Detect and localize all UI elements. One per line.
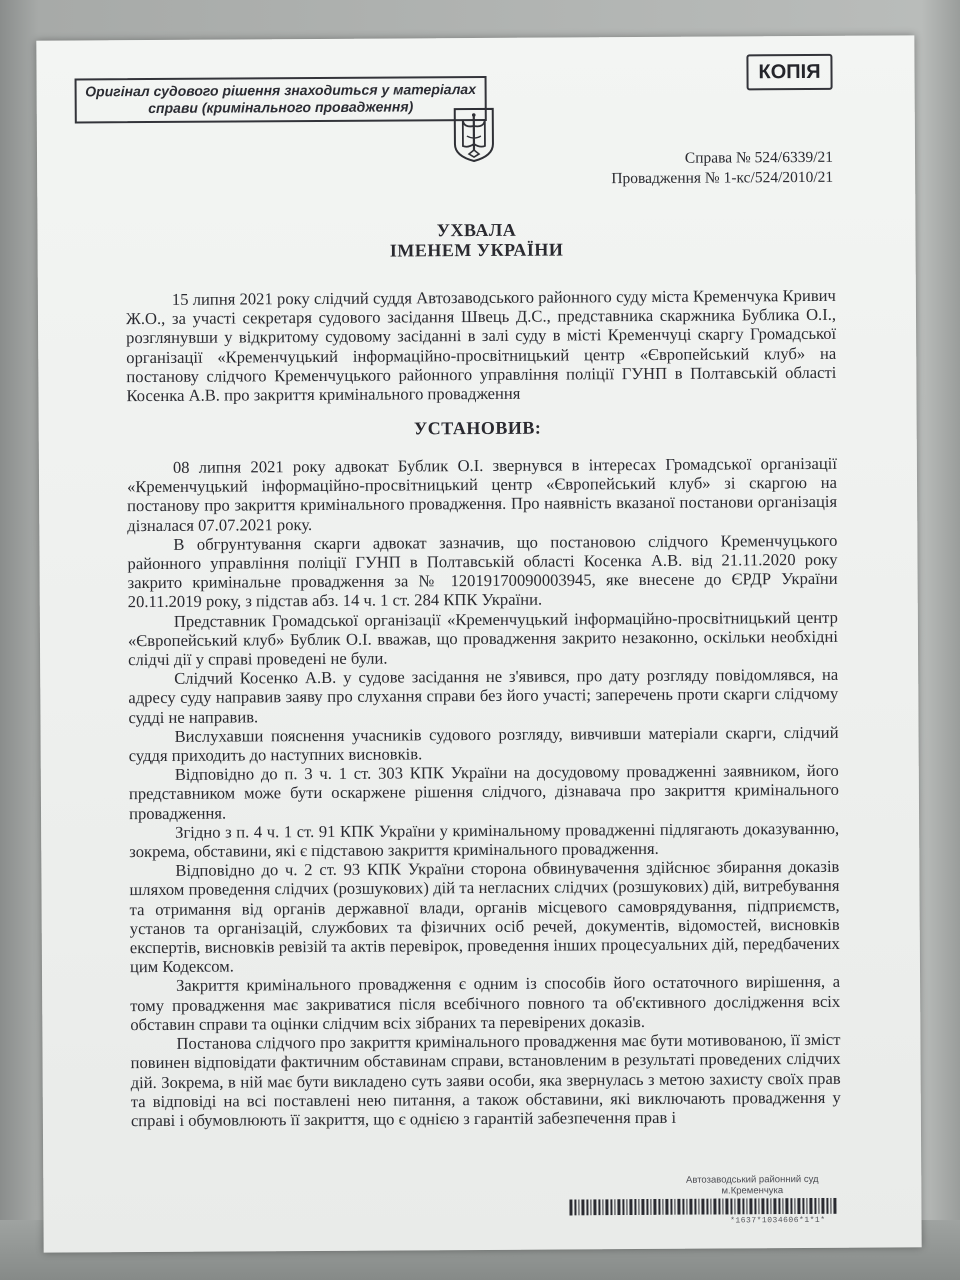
barcode-bar [734,1198,735,1214]
barcode-bar [742,1198,744,1214]
barcode-bar [578,1199,579,1215]
barcode-bar [713,1199,716,1215]
barcode-bar [634,1199,636,1215]
barcode-bar [818,1198,819,1214]
barcode-bar [653,1199,656,1215]
barcode-bar [809,1198,812,1214]
case-numbers [611,148,833,189]
body-paragraph: Відповідно до ч. 2 ст. 93 КПК України сторона обвинувачення здійснює збирання доказів шляхом проведення слідчих (розшукових) дій та негласних слідчих (розшукових) дій, витребування та отримання від органів державної влади, органів місцевого самоврядування, підприємств, установ та організацій, службових та фізичних осіб речей, документів, відомостей, висновків експертів, висновків ревізій та актів перевірок, проведення інших процесуальних дій, передбачених цим Кодексом. [129,857,840,977]
section-heading-established: УСТАНОВИВ: [413,417,542,439]
barcode-bar [806,1198,807,1214]
barcode-bar [605,1199,608,1215]
barcode-bar [830,1198,831,1214]
barcode-bar [754,1198,756,1214]
document-title: УХВАЛА [436,219,517,241]
barcode-bar [821,1198,824,1214]
original-location-stamp: Оригінал судового рішення знаходиться у матеріалах справи (кримінального провадження) [75,76,487,124]
court-stamp [667,1174,837,1197]
barcode-bar [722,1199,723,1215]
barcode-bar [770,1198,771,1214]
barcode-bar [614,1199,615,1215]
barcode-bar [746,1198,747,1214]
barcode-bar [737,1198,740,1214]
barcode-bar [593,1199,596,1215]
barcode-bar [833,1198,836,1214]
copy-stamp: КОПІЯ [746,54,832,91]
barcode [569,1198,837,1216]
intro-text: 15 липня 2021 року слідчий суддя Автозаводського районного суду міста Кременчука Кривич Ж.О., за участі секретаря судового засідання Швець Д.С., представника скаржника Бублика О.І., розглянувши у відкритому судовому засіданні в залі суду в місті Кременчуці скаргу Громадської організації «Кременчуцький інформаційно-просвітницький центр «Європейський клуб» на постанову слідчого Кременчуцького районного управління поліції ГУНП в Полтавській області Косенка А.В. про закриття кримінального провадження [125,285,837,406]
barcode-bar [778,1198,780,1214]
barcode-bar [790,1198,792,1214]
barcode-bar [706,1199,708,1215]
barcode-bar [638,1199,639,1215]
barcode-bar [761,1198,764,1214]
body-paragraph: Відповідно до п. 3 ч. 1 ст. 303 КПК України на досудовому провадженні заявником, його представником може бути оскаржене рішення слідчого, дізнавача про закриття кримінального провадження. [128,761,839,823]
barcode-number: *1637*1034606*1*1* [730,1215,826,1226]
barcode-bar [701,1199,704,1215]
barcode-bar [730,1198,732,1214]
barcode-bar [646,1199,648,1215]
barcode-bar [574,1199,576,1215]
barcode-bar [782,1198,783,1214]
barcode-bar [569,1199,572,1215]
body-paragraph: Вислухавши пояснення учасників судового розгляду, вивчивши матеріали скарги, слідчий суддя приходить до наступних висновків. [128,722,839,766]
barcode-bar [602,1199,603,1215]
barcode-bar [665,1199,668,1215]
barcode-bar [689,1199,692,1215]
barcode-bar [598,1199,600,1215]
body-paragraph: Постанова слідчого про закриття кримінального провадження має бути мотивованою, її зміст повинен відповідати фактичним обставинам справи, встановленим в результаті проведених слідчих дій. Зокрема, в ній має бути викладено суть заяви особи, яка звернулась з метою захисту своїх прав та відповіді на всі поставлені нею питання, а також обставини, які виключають провадження у справі і обумовлюють її закриття, що є однією з гарантій забезпечення прав і [130,1029,841,1131]
barcode-bar [650,1199,651,1215]
barcode-bar [610,1199,612,1215]
barcode-bar [617,1199,620,1215]
body-paragraph: Згідно з п. 4 ч. 1 ст. 91 КПК України у кримінальному провадженні підлягають доказуванню, зокрема, обставини, які є підставою закриття кримінального провадження. [129,818,840,862]
body-paragraph: 08 липня 2021 року адвокат Бублик О.І. звернувся в інтересах Громадської організації «Кременчуцький інформаційно-просвітницький центр «Європейський клуб» зі скаргою на постанову про закриття кримінального провадження. Про наявність вказаної постанови організація дізналася 07.07.2021 року. [126,453,838,535]
barcode-bar [725,1198,728,1214]
barcode-bar [677,1199,680,1215]
barcode-bar [826,1198,828,1214]
barcode-bar [581,1199,584,1215]
barcode-bar [670,1199,672,1215]
barcode-bar [586,1199,588,1215]
barcode-bar [710,1199,711,1215]
barcode-bar [590,1199,591,1215]
barcode-bar [802,1198,804,1214]
body-paragraph: Представник Громадської організації «Кременчуцький інформаційно-просвітницький центр «Європейський клуб» Бублик О.І. вважав, що провадження закрито незаконно, оскільки необхідні слідчі дії у справі проведені не були. [127,607,839,670]
ukraine-coat-of-arms-icon [452,106,496,164]
document-body [127,454,841,1130]
court-stamp-line: Автозаводський районний суд [685,1173,819,1186]
body-paragraph: Слідчий Косенко А.В. у судове засідання не з'явився, про дату розгляду повідомлявся, на адресу суду направив заяву про слухання справи без його участі; заперечень проти скарги слідчому судді не направив. [128,665,839,727]
barcode-bar [682,1199,684,1215]
barcode-bar [766,1198,768,1214]
barcode-bar [797,1198,800,1214]
case-number: Справа № 524/6339/21 [684,148,834,167]
barcode-bar [758,1198,759,1214]
court-document-page [36,35,921,1252]
barcode-bar [698,1199,699,1215]
body-paragraph: В обгрунтування скарги адвокат зазначив, що постановою слідчого Кременчуцького районного управління поліції ГУНП в Полтавській області Косенка А.В. від 21.11.2020 року закрито кримінальне провадження за № 12019170090003945, яке внесене до ЄРДР України 20.11.2019 року, з підстав абз. 14 ч. 1 ст. 284 КПК України. [127,530,838,612]
barcode-bar [622,1199,624,1215]
body-paragraph: Закриття кримінального провадження є одним із способів його остаточного вирішення, а тому провадження має закриватися після всебічного повного та об'єктивного дослідження всіх обставин справи та оцінки слідчим всіх зібраних та перевірених доказів. [130,972,841,1035]
barcode-bar [794,1198,795,1214]
barcode-bar [629,1199,632,1215]
barcode-bar [814,1198,816,1214]
proceeding-number: Провадження № 1-кс/524/2010/21 [611,168,834,188]
barcode-bar [626,1199,627,1215]
barcode-bar [718,1199,720,1215]
barcode-bar [749,1198,752,1214]
document-subtitle: ІМЕНЕМ УКРАЇНИ [389,239,564,261]
barcode-bar [773,1198,776,1214]
barcode-bar [686,1199,687,1215]
barcode-bar [662,1199,663,1215]
intro-paragraph [126,286,837,406]
barcode-bar [785,1198,788,1214]
barcode-bar [694,1199,696,1215]
barcode-bar [658,1199,660,1215]
barcode-bar [641,1199,644,1215]
barcode-bar [674,1199,675,1215]
court-stamp-line: м.Кременчука [721,1185,784,1197]
